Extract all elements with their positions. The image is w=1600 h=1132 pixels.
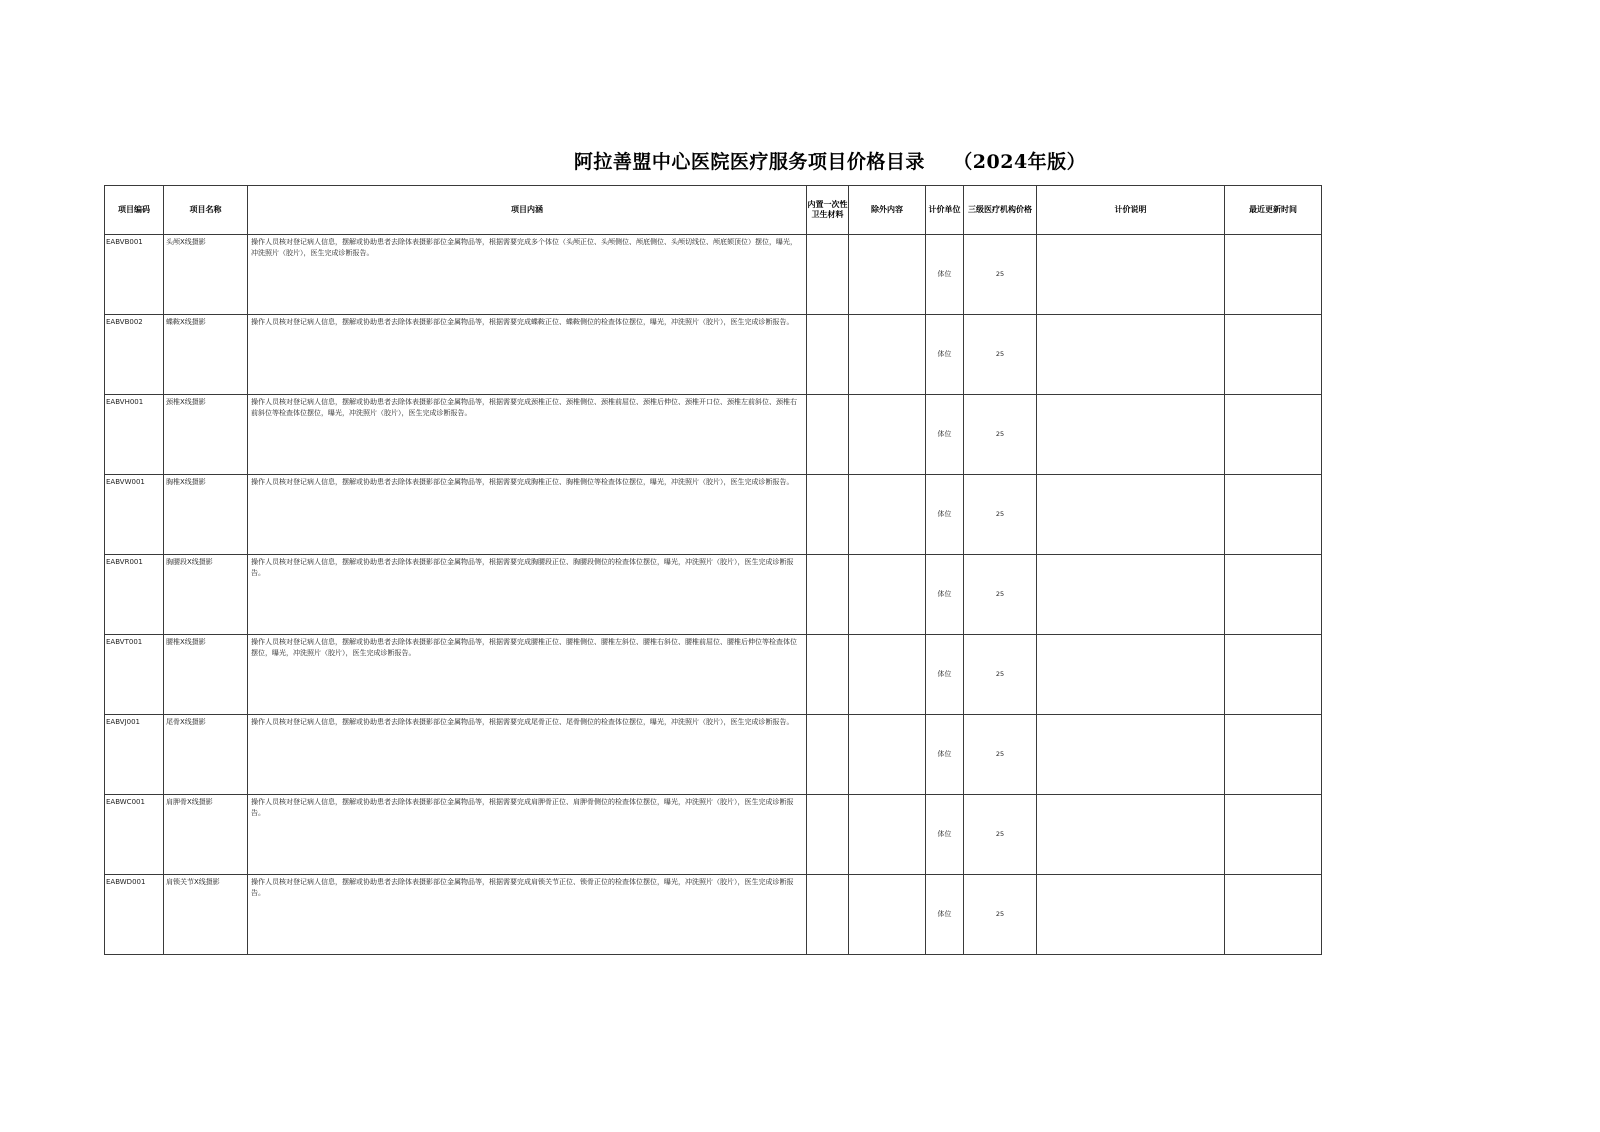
row-name: 尾骨X线摄影 (164, 715, 248, 795)
row-content: 操作人员核对登记病人信息，摆解或协助患者去除体表摄影部位金属物品等，根据需要完成蝶鞍正位、蝶鞍侧位的检查体位摆位，曝光，冲洗照片（胶片），医生完成诊断报告。 (248, 315, 807, 395)
row-exclusions (849, 475, 926, 555)
row-notes (1037, 635, 1225, 715)
row-unit: 体位 (926, 395, 964, 475)
row-updated (1225, 475, 1322, 555)
row-updated (1225, 235, 1322, 315)
header-name: 项目名称 (164, 186, 248, 235)
table-row (105, 315, 1322, 395)
row-notes (1037, 315, 1225, 395)
row-exclusions (849, 315, 926, 395)
row-unit: 体位 (926, 875, 964, 955)
table-row (105, 475, 1322, 555)
row-unit: 体位 (926, 715, 964, 795)
row-code: EABWD001 (105, 875, 164, 955)
row-price: 25 (964, 875, 1037, 955)
row-code: EABVB002 (105, 315, 164, 395)
header-price: 三级医疗机构价格 (964, 186, 1037, 235)
row-unit: 体位 (926, 635, 964, 715)
row-price: 25 (964, 555, 1037, 635)
row-name: 头颅X线摄影 (164, 235, 248, 315)
table-row (105, 395, 1322, 475)
row-content: 操作人员核对登记病人信息，摆解或协助患者去除体表摄影部位金属物品等，根据需要完成胸腰段正位、胸腰段侧位的检查体位摆位，曝光，冲洗照片（胶片），医生完成诊断报告。 (248, 555, 807, 635)
row-exclusions (849, 715, 926, 795)
row-code: EABVJ001 (105, 715, 164, 795)
header-updated: 最近更新时间 (1225, 186, 1322, 235)
row-updated (1225, 395, 1322, 475)
header-code: 项目编码 (105, 186, 164, 235)
row-code: EABVR001 (105, 555, 164, 635)
row-materials (807, 635, 849, 715)
table-row (105, 715, 1322, 795)
price-catalog-table (104, 185, 1322, 955)
row-price: 25 (964, 315, 1037, 395)
row-content: 操作人员核对登记病人信息，摆解或协助患者去除体表摄影部位金属物品等，根据需要完成尾骨正位、尾骨侧位的检查体位摆位，曝光，冲洗照片（胶片），医生完成诊断报告。 (248, 715, 807, 795)
row-unit: 体位 (926, 555, 964, 635)
row-materials (807, 475, 849, 555)
table-row (105, 875, 1322, 955)
row-materials (807, 315, 849, 395)
row-materials (807, 715, 849, 795)
row-notes (1037, 475, 1225, 555)
row-exclusions (849, 635, 926, 715)
page-title: 阿拉善盟中心医院医疗服务项目价格目录 （2024年版） (573, 151, 1087, 173)
table-row (105, 795, 1322, 875)
row-code: EABVB001 (105, 235, 164, 315)
row-updated (1225, 715, 1322, 795)
row-exclusions (849, 875, 926, 955)
row-notes (1037, 395, 1225, 475)
header-unit: 计价单位 (926, 186, 964, 235)
row-notes (1037, 795, 1225, 875)
row-price: 25 (964, 635, 1037, 715)
row-name: 肩胛骨X线摄影 (164, 795, 248, 875)
row-price: 25 (964, 795, 1037, 875)
row-unit: 体位 (926, 235, 964, 315)
row-notes (1037, 875, 1225, 955)
row-materials (807, 875, 849, 955)
row-content: 操作人员核对登记病人信息，摆解或协助患者去除体表摄影部位金属物品等，根据需要完成肩胛骨正位、肩胛骨侧位的检查体位摆位，曝光，冲洗照片（胶片），医生完成诊断报告。 (248, 795, 807, 875)
row-notes (1037, 715, 1225, 795)
row-code: EABVT001 (105, 635, 164, 715)
row-materials (807, 395, 849, 475)
row-price: 25 (964, 395, 1037, 475)
row-name: 胸腰段X线摄影 (164, 555, 248, 635)
table-row (105, 635, 1322, 715)
row-name: 肩锁关节X线摄影 (164, 875, 248, 955)
row-updated (1225, 555, 1322, 635)
table-body (105, 235, 1322, 955)
row-price: 25 (964, 715, 1037, 795)
row-name: 蝶鞍X线摄影 (164, 315, 248, 395)
row-unit: 体位 (926, 795, 964, 875)
header-notes: 计价说明 (1037, 186, 1225, 235)
row-code: EABWC001 (105, 795, 164, 875)
row-exclusions (849, 795, 926, 875)
row-content: 操作人员核对登记病人信息，摆解或协助患者去除体表摄影部位金属物品等，根据需要完成腰椎正位、腰椎侧位、腰椎左斜位、腰椎右斜位、腰椎前屈位、腰椎后伸位等检查体位摆位，曝光，冲洗照片（胶片），医生完成诊断报告。 (248, 635, 807, 715)
row-notes (1037, 555, 1225, 635)
row-updated (1225, 795, 1322, 875)
table-row (105, 555, 1322, 635)
row-unit: 体位 (926, 315, 964, 395)
row-materials (807, 555, 849, 635)
table-header (105, 186, 1322, 235)
row-exclusions (849, 235, 926, 315)
row-exclusions (849, 395, 926, 475)
row-updated (1225, 875, 1322, 955)
row-name: 胸椎X线摄影 (164, 475, 248, 555)
row-price: 25 (964, 235, 1037, 315)
row-materials (807, 235, 849, 315)
header-row (105, 186, 1322, 235)
header-materials: 内置一次性卫生材料 (807, 186, 849, 235)
row-exclusions (849, 555, 926, 635)
row-content: 操作人员核对登记病人信息，摆解或协助患者去除体表摄影部位金属物品等，根据需要完成胸椎正位、胸椎侧位等检查体位摆位，曝光，冲洗照片（胶片），医生完成诊断报告。 (248, 475, 807, 555)
header-exclusions: 除外内容 (849, 186, 926, 235)
row-unit: 体位 (926, 475, 964, 555)
header-content: 项目内涵 (248, 186, 807, 235)
table-row (105, 235, 1322, 315)
row-updated (1225, 315, 1322, 395)
row-price: 25 (964, 475, 1037, 555)
row-content: 操作人员核对登记病人信息，摆解或协助患者去除体表摄影部位金属物品等，根据需要完成多个体位（头颅正位、头颅侧位、颅底侧位、头颅切线位、颅底颏顶位）摆位，曝光，冲洗照片（胶片），医生完成诊断报告。 (248, 235, 807, 315)
row-name: 颈椎X线摄影 (164, 395, 248, 475)
row-code: EABVW001 (105, 475, 164, 555)
row-name: 腰椎X线摄影 (164, 635, 248, 715)
row-notes (1037, 235, 1225, 315)
row-code: EABVH001 (105, 395, 164, 475)
row-materials (807, 795, 849, 875)
row-content: 操作人员核对登记病人信息，摆解或协助患者去除体表摄影部位金属物品等，根据需要完成颈椎正位、颈椎侧位、颈椎前屈位、颈椎后伸位、颈椎开口位、颈椎左前斜位、颈椎右前斜位等检查体位摆位，曝光，冲洗照片（胶片），医生完成诊断报告。 (248, 395, 807, 475)
row-updated (1225, 635, 1322, 715)
row-content: 操作人员核对登记病人信息，摆解或协助患者去除体表摄影部位金属物品等，根据需要完成肩锁关节正位、锁骨正位的检查体位摆位，曝光，冲洗照片（胶片），医生完成诊断报告。 (248, 875, 807, 955)
